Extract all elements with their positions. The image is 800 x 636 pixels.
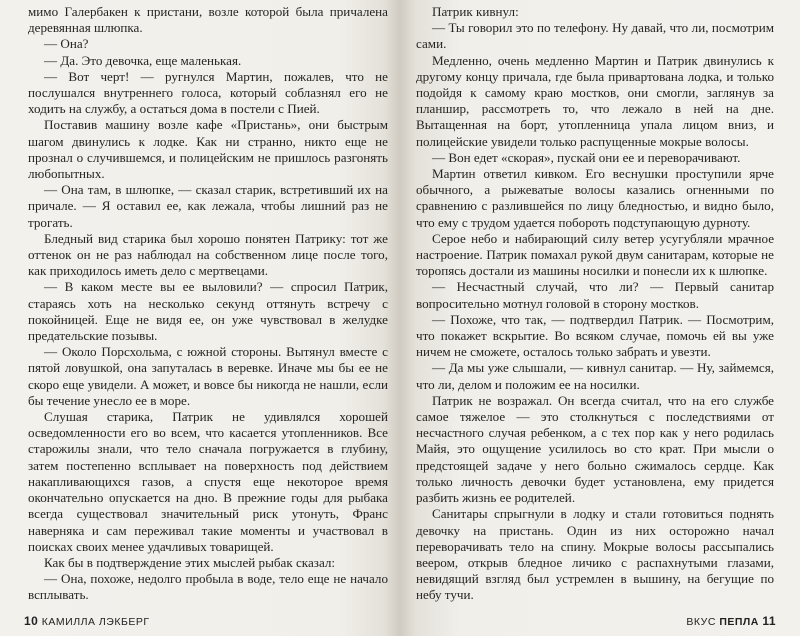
running-head-title-b: ПЕПЛА [719,616,759,628]
paragraph: Патрик кивнул: [432,4,519,19]
paragraph: — Да мы уже слышали, — кивнул санитар. — Ну, займемся, что ли, делом и положим ее на носилки. [416,360,774,392]
paragraph: — Несчастный случай, что ли? — Первый санитар вопросительно мотнул головой в сторону мостков. [416,279,774,311]
paragraph: — Вон едет «скорая», пускай они ее и переворачивают. [432,149,741,165]
paragraph: Медленно, очень медленно Мартин и Патрик двинулись к другому концу причала, где была привартована лодка, и только подойдя к самому краю мостков, они смогли, заглянув за планшир, рассмотреть то, что лежало в ней на дне. Вытащенная на борт, утопленница упала лицом вниз, и полицейские увидели только распущенные мокрые волосы. [416,52,774,149]
paragraph: — Ты говорил это по телефону. Ну давай, что ли, посмотрим сами. [416,20,774,52]
running-head-author: КАМИЛЛА ЛЭКБЕРГ [41,616,150,628]
left-page-text [28,4,388,604]
paragraph: Бледный вид старика был хорошо понятен Патрику: тот же оттенок он не раз наблюдал на собственном лице после того, как приходилось иметь дело с мертвецами. [28,230,388,279]
page-number: 11 [762,614,776,628]
paragraph: Санитары спрыгнули в лодку и стали готовиться поднять девочку на пристань. Один из них осторожно начал переворачивать тело на спину. Мокрые волосы рассыпались веером, открыв бледное личико с распахнутыми глазами, невидящий взгляд был устремлен в вышину, на бегущие по небу тучи. [416,506,774,603]
left-page-footer [24,614,150,628]
paragraph: мимо Галербакен к пристани, возле которой была причалена деревянная шлюпка. [28,4,388,36]
paragraph: — Она там, в шлюпке, — сказал старик, встретивший их на причале. — Я оставил ее, как лежала, чтобы лишний раз не трогать. [28,182,388,230]
right-page [400,0,800,636]
paragraph: Серое небо и набирающий силу ветер усугубляли мрачное настроение. Патрик помахал рукой двум санитарам, которые не торопясь достали из машины носилки и понесли их к шлюпке. [416,230,774,279]
paragraph: Патрик не возражал. Он всегда считал, что на его службе самое тяжелое — это столкнуться с последствиями от несчастного случая ребенком, а с тех пор как у него родилась Майя, это ощущение усилилось во сто крат. При мысли о предстоящей задаче у него больно сжималось сердце. Как только личность девочки будет установлена, ему придется разбить жизнь ее родителей. [416,392,774,506]
paragraph: Поставив машину возле кафе «Пристань», они быстрым шагом двинулись к лодке. Как ни странно, никто еще не прознал о случившемся, и полицейским не пришлось разгонять любопытных. [28,117,388,182]
paragraph: Слушая старика, Патрик не удивлялся хорошей осведомленности его во всем, что касается утопленников. Все старожилы знали, что тело сначала погружается в глубину, затем постепенно всплывает на поверхность под действием накапливающихся газов, а спустя еще некоторое время окончательно опускается на дно. В прежние годы для рыбака всегда существовал значительный риск утонуть, Франс наверняка и сам переживал такие моменты и участвовал в поисках своих менее удачливых товарищей. [28,409,388,554]
paragraph: Мартин ответил кивком. Его веснушки проступили ярче обычного, а рыжеватые волосы казались огненными по сравнению с разлившейся по лицу бледностью, и видно было, что ему с трудом удается побороть подступающую дурноту. [416,166,774,230]
paragraph: — В каком месте вы ее выловили? — спросил Патрик, стараясь хоть на несколько секунд оттянуть встречу с покойницей. Еще не видя ее, он уже чувствовал в желудке предательские позывы. [28,279,388,344]
running-head-title-a: ВКУС [686,616,716,628]
paragraph: — Да. Это девочка, еще маленькая. [44,52,242,68]
paragraph: — Вот черт! — ругнулся Мартин, пожалев, что не послушался внутреннего голоса, который соблазнял его не ходить на службу, а остаться дома в постели с Пией. [28,68,388,117]
paragraph: — Около Порсхольма, с южной стороны. Вытянул вместе с пятой ловушкой, она запуталась в веревке. Иначе мы бы ее не скоро еще увидели. А может, и вовсе бы никогда не нашли, если бы течение унесло ее в море. [28,344,388,408]
paragraph: Как бы в подтверждение этих мыслей рыбак сказал: [44,554,336,570]
paragraph: — Она? [44,36,89,52]
paragraph: — Она, похоже, недолго пробыла в воде, тело еще не начало всплывать. [28,571,388,603]
paragraph: — Похоже, что так, — подтвердил Патрик. — Посмотрим, что покажет вскрытие. Во всяком случае, помочь ей вы уже ничем не сможете, осталось только забрать и увезти. [416,311,774,360]
right-page-footer [686,614,776,628]
right-page-text [416,4,774,604]
page-number: 10 [24,614,39,628]
